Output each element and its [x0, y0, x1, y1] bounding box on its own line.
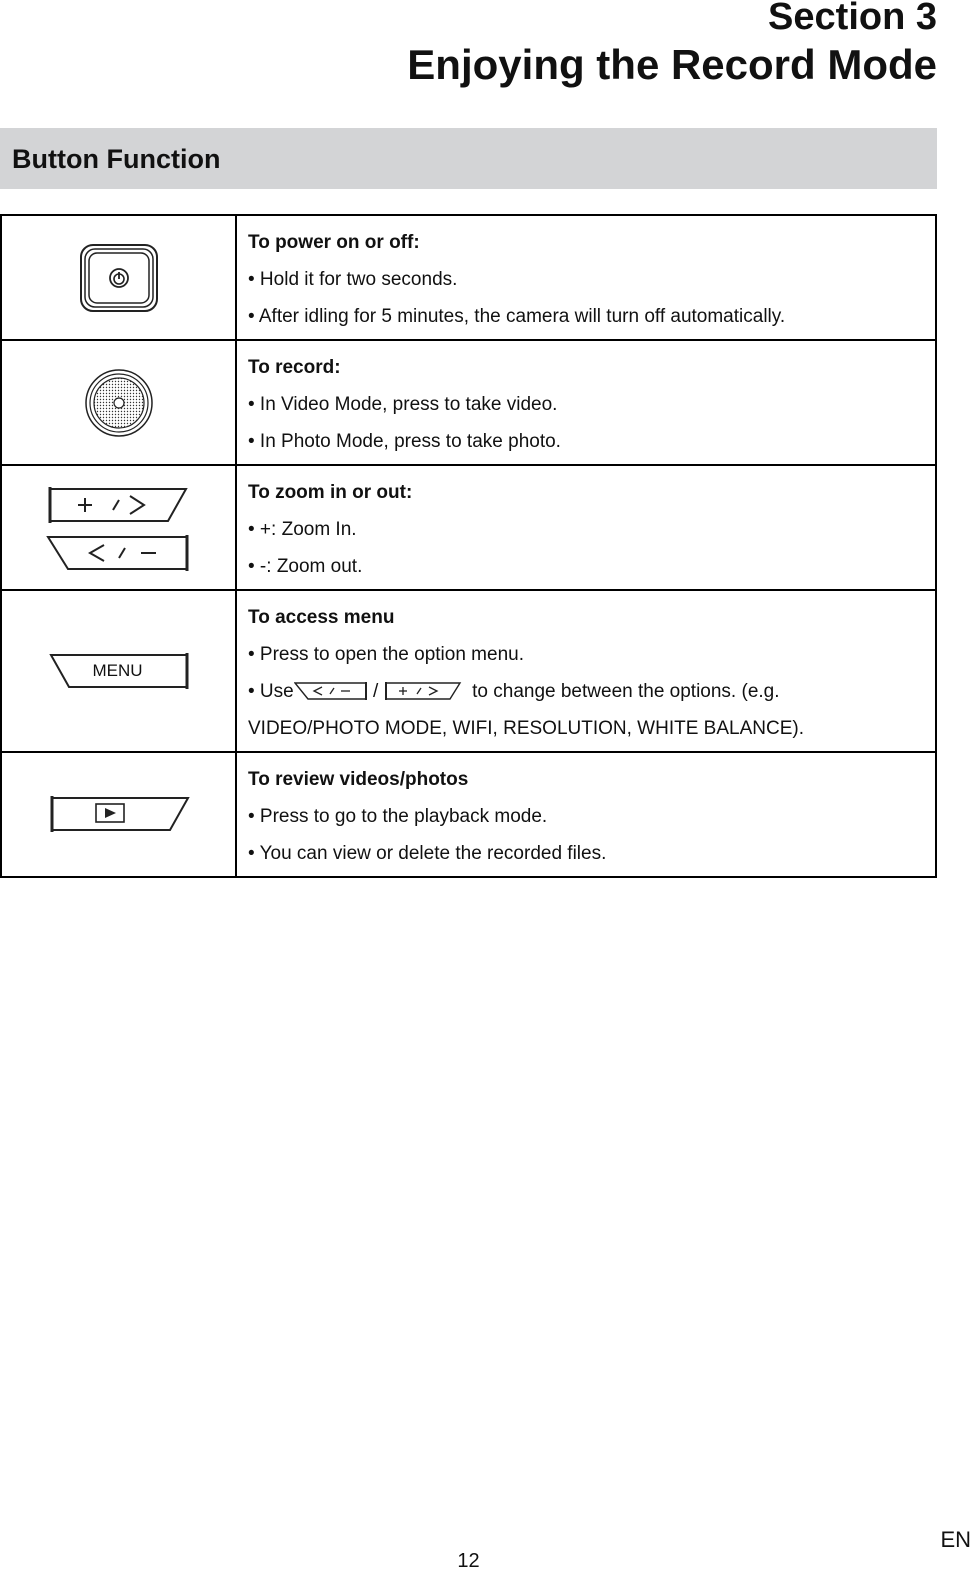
section-label: Section 3: [768, 0, 937, 38]
row-line: • In Photo Mode, press to take photo.: [248, 431, 561, 452]
row-line: • -: Zoom out.: [248, 556, 363, 577]
playback-button-icon: [48, 796, 190, 834]
row-line: VIDEO/PHOTO MODE, WIFI, RESOLUTION, WHITE BALANCE).: [248, 718, 804, 739]
use-suffix: to change between the options. (e.g.: [472, 681, 780, 702]
row-title: To record:: [248, 357, 341, 378]
row-line: • In Video Mode, press to take video.: [248, 394, 558, 415]
menu-button-label: MENU: [92, 661, 143, 680]
row-line: • Press to go to the playback mode.: [248, 806, 548, 827]
text-cell: [236, 590, 936, 752]
language-label: EN: [940, 1527, 971, 1552]
row-title: To zoom in or out:: [248, 482, 413, 503]
row-title: To power on or off:: [248, 232, 420, 253]
table-row: [1, 465, 936, 590]
icon-cell: [1, 752, 236, 877]
text-cell: [236, 340, 936, 465]
zoom-out-button-icon: [48, 535, 187, 571]
table-row: [1, 215, 936, 340]
section-header: [407, 0, 937, 92]
row-title: To access menu: [248, 607, 395, 628]
row-line: • +: Zoom In.: [248, 519, 357, 540]
zoom-buttons-icon: [46, 483, 191, 573]
table-row: [1, 340, 936, 465]
row-line: • Hold it for two seconds.: [248, 269, 458, 290]
icon-cell: [1, 465, 236, 590]
icon-cell: [1, 340, 236, 465]
use-separator: /: [373, 681, 379, 702]
page-number: 12: [457, 1550, 480, 1572]
zoom-in-button-icon: [50, 487, 186, 523]
power-button-icon: [79, 243, 159, 313]
section-banner: [0, 128, 937, 189]
button-function-table: [0, 214, 937, 878]
section-title: Enjoying the Record Mode: [407, 41, 937, 88]
table-row: [1, 752, 936, 877]
record-button-icon: [84, 368, 154, 438]
icon-cell: [1, 590, 236, 752]
menu-button-icon: [49, 653, 189, 689]
row-line: • You can view or delete the recorded files.: [248, 843, 607, 864]
icon-cell: [1, 215, 236, 340]
row-line: • Press to open the option menu.: [248, 644, 524, 665]
text-cell: [236, 752, 936, 877]
zoom-in-inline-icon: [384, 681, 462, 701]
text-cell: [236, 215, 936, 340]
use-prefix: • Use: [248, 681, 294, 702]
row-line: • After idling for 5 minutes, the camera will turn off automatically.: [248, 306, 786, 327]
table-row: [1, 590, 936, 752]
row-line-use: [248, 673, 925, 710]
banner-title: Button Function: [12, 144, 221, 174]
zoom-out-inline-icon: [294, 681, 368, 701]
row-title: To review videos/photos: [248, 769, 469, 790]
text-cell: [236, 465, 936, 590]
